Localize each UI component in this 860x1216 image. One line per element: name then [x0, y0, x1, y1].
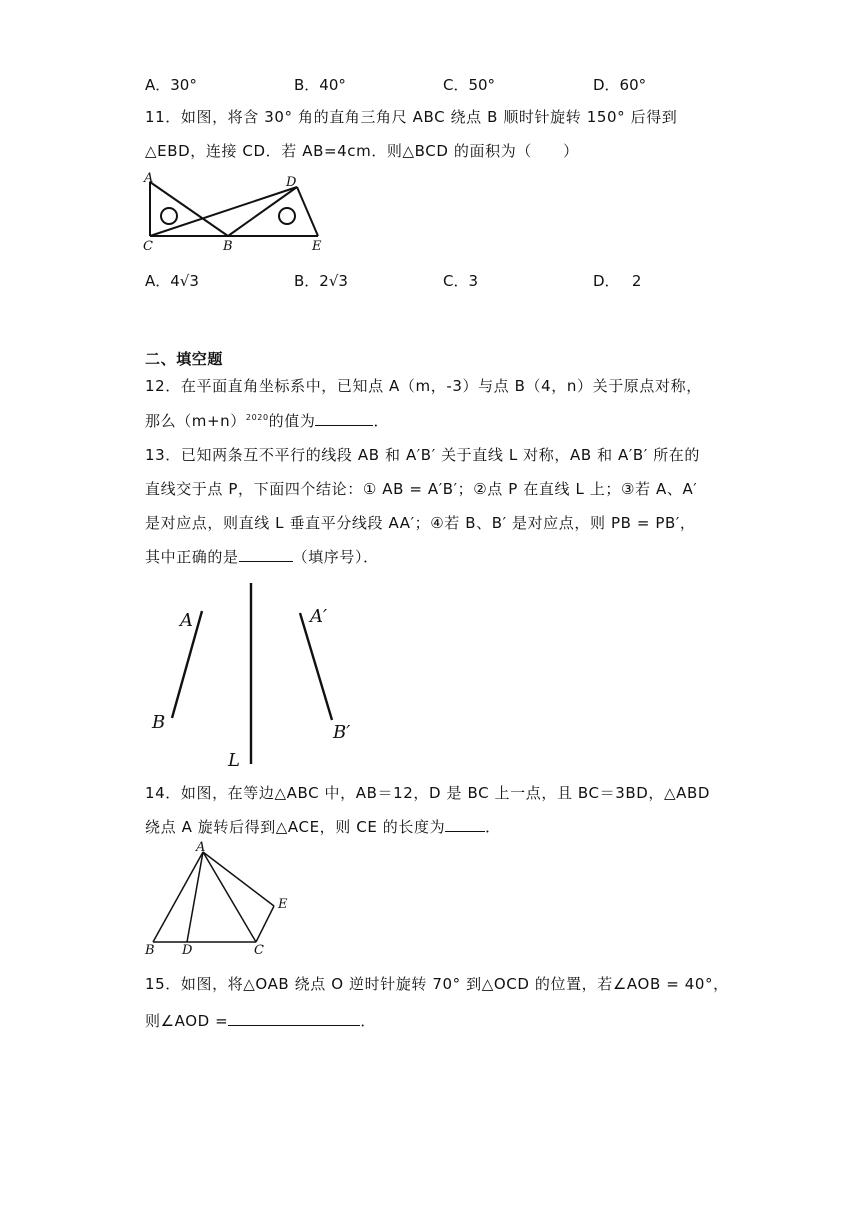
q14-line2-pre: 绕点 A 旋转后得到△ACE，则 CE 的长度为: [145, 818, 446, 836]
q13-label-a-prime: A′: [310, 606, 328, 627]
q13-text-line3: 是对应点，则直线 L 垂直平分线段 AA′；④若 B、B′ 是对应点，则 PB = PB′，: [145, 514, 696, 532]
q11-label-e: E: [312, 239, 322, 254]
q11-text-line1: 11．如图，将含 30° 角的直角三角尺 ABC 绕点 B 顺时针旋转 150° 后得到: [145, 108, 678, 126]
q12-answer-blank[interactable]: [315, 411, 373, 426]
q13-label-b-prime: B′: [333, 722, 351, 743]
q11-label-b: B: [223, 239, 233, 254]
q10-option-a: A．30°: [145, 76, 197, 94]
q13-line4-post: （填序号）．: [292, 548, 379, 566]
q10-option-d: D．60°: [593, 76, 647, 94]
q14-label-c: C: [254, 943, 264, 958]
q14-label-b: B: [145, 943, 155, 958]
q13-label-l: L: [228, 750, 240, 771]
q15-text-line2: [145, 1010, 376, 1031]
q13-text-line1: 13．已知两条互不平行的线段 AB 和 A′B′ 关于直线 L 对称，AB 和 A′B′ 所在的: [145, 446, 700, 464]
section-heading: 二、填空题: [145, 350, 224, 368]
q14-figure: [140, 840, 300, 958]
q11-option-d: D． 2: [593, 272, 642, 290]
q15-text-line1: 15．如图，将△OAB 绕点 O 逆时针旋转 70° 到△OCD 的位置，若∠AOB = 40°，: [145, 975, 729, 993]
q11-label-c: C: [143, 239, 153, 254]
q13-label-a: A: [180, 610, 193, 631]
q12-text-line1: 12．在平面直角坐标系中，已知点 A（m，-3）与点 B（4，n）关于原点对称，: [145, 377, 702, 395]
q11-text-line2: △EBD，连接 CD．若 AB=4cm．则△BCD 的面积为（ ）: [145, 142, 579, 160]
q13-line4-pre: 其中正确的是: [145, 548, 239, 566]
q11-label-d: D: [286, 175, 297, 190]
q15-line2-post: ．: [360, 1012, 376, 1030]
q13-label-b: B: [152, 712, 166, 733]
q14-label-e: E: [278, 897, 288, 912]
q14-text-line2: [145, 816, 501, 837]
q15-line2-pre: 则∠AOD =: [145, 1012, 229, 1030]
q10-option-c: C．50°: [443, 76, 496, 94]
q11-figure: [140, 170, 330, 252]
q14-label-d: D: [182, 943, 193, 958]
q12-line2-post: 的值为: [268, 412, 316, 430]
q11-option-a: A．4√3: [145, 272, 199, 290]
q12-exponent: 2020: [245, 413, 269, 422]
q14-text-line1: 14．如图，在等边△ABC 中，AB＝12，D 是 BC 上一点，且 BC＝3BD，△ABD: [145, 784, 711, 802]
q13-text-line2: 直线交于点 P，下面四个结论：① AB = A′B′；②点 P 在直线 L 上；③若 A、A′: [145, 480, 698, 498]
q14-answer-blank[interactable]: [445, 817, 485, 832]
q15-answer-blank[interactable]: [228, 1011, 360, 1026]
q13-text-line4: [145, 546, 379, 567]
q12-line2-end: ．: [373, 412, 390, 430]
q10-option-b: B．40°: [294, 76, 346, 94]
q12-text-line2: [145, 410, 389, 431]
q12-line2-pre: 那么（m+n）: [145, 412, 246, 430]
q14-line2-post: ．: [485, 818, 501, 836]
q11-label-a: A: [144, 171, 154, 186]
q11-option-c: C．3: [443, 272, 479, 290]
q13-figure: [145, 578, 365, 774]
q11-option-b: B．2√3: [294, 272, 348, 290]
q13-answer-blank[interactable]: [239, 547, 293, 562]
q14-label-a: A: [196, 840, 206, 855]
